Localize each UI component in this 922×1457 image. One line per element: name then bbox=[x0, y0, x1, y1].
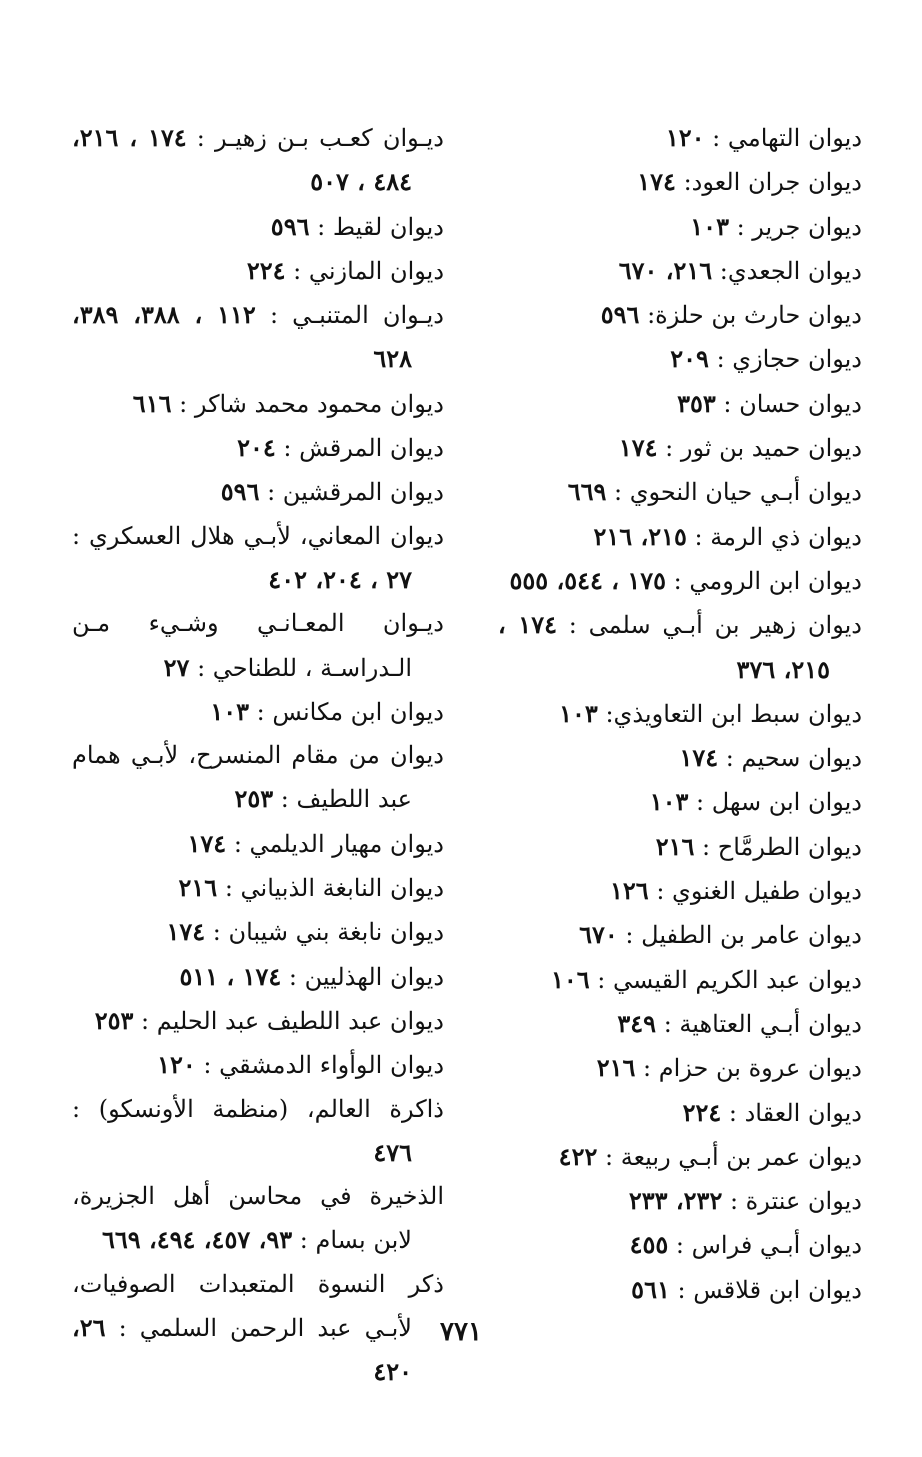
index-entry bbox=[72, 999, 444, 1043]
index-term: ديوان حميد بن ثور : bbox=[665, 434, 862, 463]
index-entry bbox=[72, 293, 444, 382]
index-page-refs: ٦٧٠ bbox=[579, 920, 618, 950]
index-entry bbox=[72, 116, 444, 205]
index-entry bbox=[72, 866, 444, 910]
index-page-refs: ٦٦٩ bbox=[567, 477, 607, 507]
index-page-refs: ١٧٤ ، ٥١١ bbox=[179, 961, 282, 991]
index-entry bbox=[72, 1043, 444, 1087]
index-entry bbox=[498, 603, 862, 692]
index-entry bbox=[498, 1002, 862, 1046]
index-term: ديوان سحيم : bbox=[725, 744, 862, 773]
index-entry bbox=[498, 205, 862, 249]
index-entry bbox=[72, 205, 444, 249]
index-page-refs: ١٢٠ bbox=[157, 1050, 196, 1080]
index-page-refs: ٤٥٥ bbox=[629, 1230, 669, 1260]
index-page-refs: ١٧٤ ، ٢١٥، ٣٧٦ bbox=[498, 610, 830, 684]
index-term: ديوان أبـي حيان النحوي : bbox=[614, 478, 862, 507]
index-page-refs: ١٠٣ bbox=[690, 211, 729, 241]
index-term: ديوان أبـي فراس : bbox=[675, 1231, 862, 1260]
index-page-refs: ٢٢٤ bbox=[682, 1097, 722, 1127]
index-entry bbox=[72, 690, 444, 734]
index-page-refs: ٢٥٣ bbox=[94, 1005, 134, 1035]
index-entry bbox=[498, 1046, 862, 1090]
index-entry bbox=[498, 692, 862, 736]
index-entry bbox=[498, 869, 862, 913]
index-page-refs: ١٧٤ bbox=[618, 433, 658, 463]
index-term: ديوان الجعدي: bbox=[719, 256, 862, 285]
index-page-refs: ٦١٦ bbox=[132, 388, 172, 418]
index-page-refs: ٢٦، ٤٢٠ bbox=[72, 1313, 412, 1387]
index-entry bbox=[72, 382, 444, 426]
index-page-refs: ١٧٤ bbox=[637, 167, 676, 197]
index-page-refs: ١٧٤ ، ٢١٦، ٤٨٤ ، ٥٠٧ bbox=[72, 123, 412, 197]
index-term: ديوان الهذليين : bbox=[288, 962, 444, 991]
index-term: ديوان ذي الرمة : bbox=[694, 522, 862, 551]
index-term: ديوان عامر بن الطفيل : bbox=[625, 921, 862, 950]
index-page-refs: ٢٠٩ bbox=[670, 344, 709, 374]
index-page-refs: ٢٥٣ bbox=[234, 784, 274, 814]
index-entry bbox=[72, 955, 444, 999]
index-page-refs: ٣٤٩ bbox=[617, 1008, 657, 1038]
index-term: ديوان ابن مكانس : bbox=[256, 697, 444, 726]
index-term: ديوان عروة بن حزام : bbox=[643, 1054, 862, 1083]
index-term: ديوان زهير بن أبـي سلمى : bbox=[568, 611, 862, 640]
index-term: ديوان الطرمَّاح : bbox=[702, 832, 862, 861]
index-page-refs: ٢٧ bbox=[163, 652, 190, 682]
index-entry bbox=[498, 1268, 862, 1312]
index-page-refs: ١٧٤ bbox=[679, 743, 719, 773]
index-term: ديوان سبط ابن التعاويذي: bbox=[605, 699, 862, 728]
index-term: ديوان ابن الرومي : bbox=[673, 566, 862, 595]
index-page-refs: ٢١٦ bbox=[655, 831, 695, 861]
index-entry bbox=[72, 1088, 444, 1176]
index-entry bbox=[72, 470, 444, 514]
index-term: ديوان الوأواء الدمشقي : bbox=[203, 1051, 444, 1080]
index-term: ديـوان المعـانـي وشـيء مـن الـدراسـة ، للطناحي : bbox=[72, 609, 444, 682]
index-page-refs: ٢٣٢، ٢٣٣ bbox=[628, 1186, 723, 1216]
index-term: ديوان عمر بن أبـي ربيعة : bbox=[604, 1142, 862, 1171]
index-entry bbox=[498, 470, 862, 514]
index-term: ديوان أبـي العتاهية : bbox=[663, 1009, 862, 1038]
index-page-refs: ١٠٣ bbox=[559, 698, 598, 728]
index-term: ديوان طفيل الغنوي : bbox=[656, 877, 862, 906]
index-term: ديوان المرقش : bbox=[283, 434, 444, 463]
index-page-refs: ١٧٤ bbox=[187, 828, 227, 858]
index-entry bbox=[498, 1223, 862, 1267]
index-page-refs: ١٠٦ bbox=[550, 964, 590, 994]
index-page-refs: ٤٧٦ bbox=[373, 1137, 412, 1167]
index-term: ديوان المعاني، لأبـي هلال العسكري : bbox=[72, 521, 444, 550]
index-term: ديوان من مقام المنسرح، لأبـي همام عبد اللطيف : bbox=[72, 741, 444, 814]
index-entry bbox=[498, 293, 862, 337]
index-entry bbox=[498, 382, 862, 426]
index-page-refs: ٤٢٢ bbox=[558, 1141, 598, 1171]
page-number: ٧٧١ bbox=[440, 1317, 482, 1347]
index-page-refs: ٢٢٤ bbox=[246, 255, 286, 285]
index-entry bbox=[498, 825, 862, 869]
index-term: ديوان المرقشين : bbox=[267, 478, 444, 507]
index-page-refs: ١٧٥ ، ٥٤٤، ٥٥٥ bbox=[509, 565, 667, 595]
index-entry bbox=[498, 1091, 862, 1135]
index-page-refs: ٢١٦ bbox=[178, 873, 218, 903]
index-entry bbox=[498, 515, 862, 559]
index-term: ديوان نابغة بني شيبان : bbox=[212, 918, 444, 947]
index-page-refs: ٢١٦، ٦٧٠ bbox=[618, 255, 713, 285]
index-entry bbox=[72, 910, 444, 954]
index-term: ديـوان كعـب بـن زهيـر : bbox=[196, 124, 444, 152]
index-entry bbox=[498, 958, 862, 1002]
index-page-refs: ٩٣، ٤٥٧، ٤٩٤، ٦٦٩ bbox=[101, 1225, 293, 1255]
index-page-refs: ١٢٠ bbox=[665, 123, 705, 152]
index-term: ديوان المازني : bbox=[293, 256, 444, 285]
index-entry bbox=[72, 426, 444, 470]
index-page-refs: ٥٦١ bbox=[631, 1274, 670, 1304]
index-page-refs: ١٠٣ bbox=[649, 787, 689, 817]
index-entry bbox=[498, 249, 862, 293]
index-term: ديوان عبد اللطيف عبد الحليم : bbox=[141, 1006, 444, 1035]
index-entry bbox=[72, 734, 444, 822]
index-page-refs: ٢٧ ، ٢٠٤، ٤٠٢ bbox=[268, 564, 412, 594]
index-term: ديوان عنترة : bbox=[729, 1187, 862, 1216]
index-term: ديوان حجازي : bbox=[716, 345, 862, 374]
index-entry bbox=[498, 1179, 862, 1223]
index-term: ذكر النسوة المتعبدات الصوفيات، لأبـي عبد الرحمن السلمي : bbox=[72, 1269, 444, 1343]
index-entry bbox=[498, 337, 862, 381]
index-term: ديوان حسان : bbox=[723, 389, 862, 418]
index-term: ذاكرة العالم، (منظمة الأونسكو) : bbox=[72, 1094, 444, 1123]
index-entry bbox=[498, 116, 862, 160]
index-page-refs: ٢٠٤ bbox=[237, 433, 276, 463]
index-term: ديوان النابغة الذبياني : bbox=[224, 874, 444, 903]
index-entry bbox=[498, 559, 862, 603]
index-entry bbox=[498, 1135, 862, 1179]
index-term: ديوان محمود محمد شاكر : bbox=[179, 389, 444, 418]
index-term: ديوان التهامي : bbox=[712, 124, 862, 152]
index-entry bbox=[72, 1175, 444, 1263]
index-term: ديوان لقيط : bbox=[317, 212, 444, 241]
index-entry bbox=[72, 822, 444, 866]
index-entry bbox=[72, 515, 444, 603]
index-entry bbox=[498, 780, 862, 824]
index-term: ديوان حارث بن حلزة: bbox=[647, 301, 862, 330]
index-term: ديـوان المتنبـي : bbox=[269, 301, 444, 330]
index-term: ديوان جرير : bbox=[736, 212, 862, 241]
index-page-refs: ٥٩٦ bbox=[220, 477, 260, 507]
index-page-refs: ٥٩٦ bbox=[600, 300, 640, 330]
index-page-refs: ١١٢ ، ٣٨٨، ٣٨٩، ٦٢٨ bbox=[72, 300, 412, 374]
index-page-refs: ١٧٤ bbox=[166, 917, 206, 947]
index-entry bbox=[498, 736, 862, 780]
index-term: ديوان مهيار الديلمي : bbox=[233, 829, 444, 858]
index-page-refs: ٣٥٣ bbox=[677, 388, 716, 418]
index-page-refs: ٥٩٦ bbox=[270, 211, 310, 241]
index-page-refs: ١٠٣ bbox=[210, 696, 249, 726]
index-column-right bbox=[498, 116, 862, 1312]
index-term: الذخيرة في محاسن أهل الجزيرة، لابن بسام : bbox=[72, 1182, 444, 1255]
index-entry bbox=[72, 602, 444, 690]
index-page-refs: ١٢٦ bbox=[610, 876, 649, 906]
index-page-refs: ٢١٥، ٢١٦ bbox=[593, 521, 687, 551]
index-term: ديوان ابن قلاقس : bbox=[677, 1275, 862, 1304]
index-term: ديوان العقاد : bbox=[728, 1098, 862, 1127]
index-term: ديوان جران العود: bbox=[683, 168, 862, 197]
index-term: ديوان عبد الكريم القيسي : bbox=[597, 965, 862, 994]
index-entry bbox=[72, 249, 444, 293]
index-page-refs: ٢١٦ bbox=[596, 1053, 636, 1083]
index-entry bbox=[498, 426, 862, 470]
index-column-left bbox=[72, 116, 444, 1395]
index-entry bbox=[498, 913, 862, 957]
index-entry bbox=[498, 160, 862, 204]
index-term: ديوان ابن سهل : bbox=[696, 788, 862, 817]
